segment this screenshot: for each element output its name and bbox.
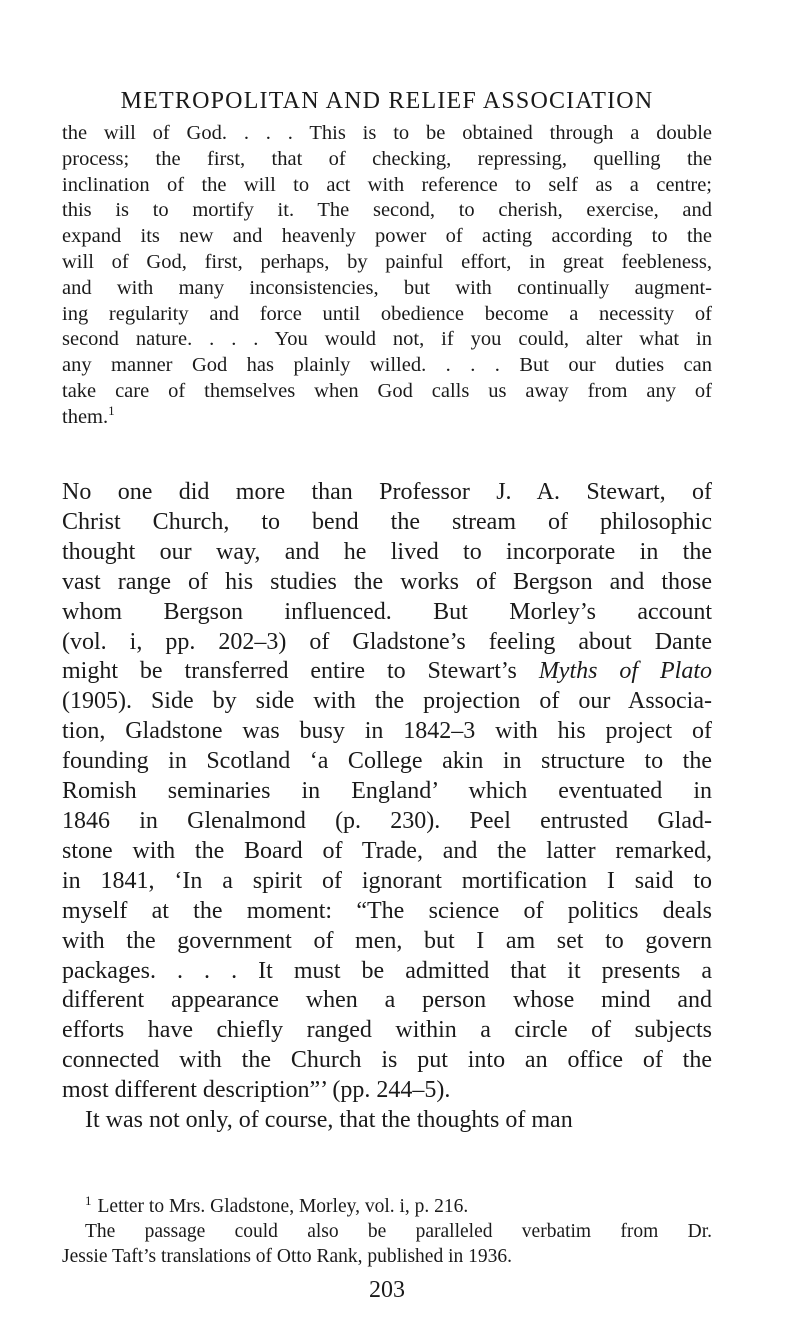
body-line: (1905). Side by side with the projection of our Associa-	[62, 688, 712, 715]
quote-line: will of God, first, perhaps, by painful effort, in great feebleness,	[62, 250, 712, 273]
body-line: No one did more than Professor J. A. Stewart, of	[62, 479, 712, 505]
quote-line: this is to mortify it. The second, to cherish, exercise, and	[62, 199, 712, 222]
footnote-2-line: The passage could also be paralleled verbatim from Dr.	[85, 1221, 712, 1242]
body-line: Christ Church, to bend the stream of philosophic	[62, 508, 712, 535]
body-line: with the government of men, but I am set to govern	[62, 927, 712, 954]
quote-last-line-text: them.	[62, 405, 109, 428]
book-title-italic: Myths of Plato	[538, 658, 712, 685]
quote-line: ing regularity and force until obedience become a necessity of	[62, 302, 712, 325]
quote-line: process; the first, that of checking, repressing, quelling the	[62, 147, 712, 170]
body-line: packages. . . . It must be admitted that it presents a	[62, 957, 712, 984]
quote-line: expand its new and heavenly power of acting according to the	[62, 225, 712, 248]
footnote-1	[62, 1194, 712, 1219]
quote-line: the will of God. . . . This is to be obtained through a double	[62, 122, 712, 144]
body-line: whom Bergson influenced. But Morley’s account	[62, 598, 712, 625]
body-line: 1846 in Glenalmond (p. 230). Peel entrusted Glad-	[62, 807, 712, 834]
body-line: in 1841, ‘In a spirit of ignorant mortification I said to	[62, 867, 712, 894]
quote-line: any manner God has plainly willed. . . . But our duties can	[62, 354, 712, 377]
quote-line: second nature. . . . You would not, if you could, alter what in	[62, 328, 712, 351]
body-line: tion, Gladstone was busy in 1842–3 with his project of	[62, 718, 712, 745]
body-line: Romish seminaries in England’ which eventuated in	[62, 778, 712, 805]
page-number: 203	[369, 1277, 405, 1303]
body-line: thought our way, and he lived to incorporate in the	[62, 538, 712, 565]
body-paragraph	[62, 478, 712, 1136]
footnotes	[62, 1194, 712, 1269]
body-line: myself at the moment: “The science of politics deals	[62, 897, 712, 924]
body-line: connected with the Church is put into an office of the	[62, 1047, 712, 1074]
running-head: METROPOLITAN AND RELIEF ASSOCIATION	[120, 88, 654, 114]
footnote-1-text: Letter to Mrs. Gladstone, Morley, vol. i, p. 216.	[97, 1196, 469, 1217]
body-line-prefix: might be transferred entire to Stewart’s	[62, 658, 539, 685]
footnote-marker: 1	[85, 1192, 92, 1208]
quote-line: inclination of the will to act with reference to self as a centre;	[62, 173, 712, 196]
paragraph-end-line: most different description”’ (pp. 244–5).	[62, 1077, 451, 1104]
body-line: vast range of his studies the works of Bergson and those	[62, 568, 712, 595]
quote-last-line	[62, 402, 712, 431]
block-quote	[62, 121, 712, 431]
body-line: founding in Scotland ‘a College akin in structure to the	[62, 748, 712, 775]
body-line: (vol. i, pp. 202–3) of Gladstone’s feeling about Dante	[62, 628, 712, 655]
body-line: different appearance when a person whose mind and	[62, 987, 712, 1014]
quote-line: take care of themselves when God calls us away from any of	[62, 379, 712, 402]
quote-line: and with many inconsistencies, but with continually augment-	[62, 276, 712, 299]
footnote-2-line: Jessie Taft’s translations of Otto Rank, published in 1936.	[62, 1246, 512, 1267]
next-paragraph-start: It was not only, of course, that the thoughts of man	[85, 1107, 573, 1134]
body-line: efforts have chiefly ranged within a circle of subjects	[62, 1017, 712, 1044]
body-line-with-title	[62, 657, 712, 687]
footnote-reference: 1	[108, 402, 115, 418]
body-line: stone with the Board of Trade, and the latter remarked,	[62, 837, 712, 864]
